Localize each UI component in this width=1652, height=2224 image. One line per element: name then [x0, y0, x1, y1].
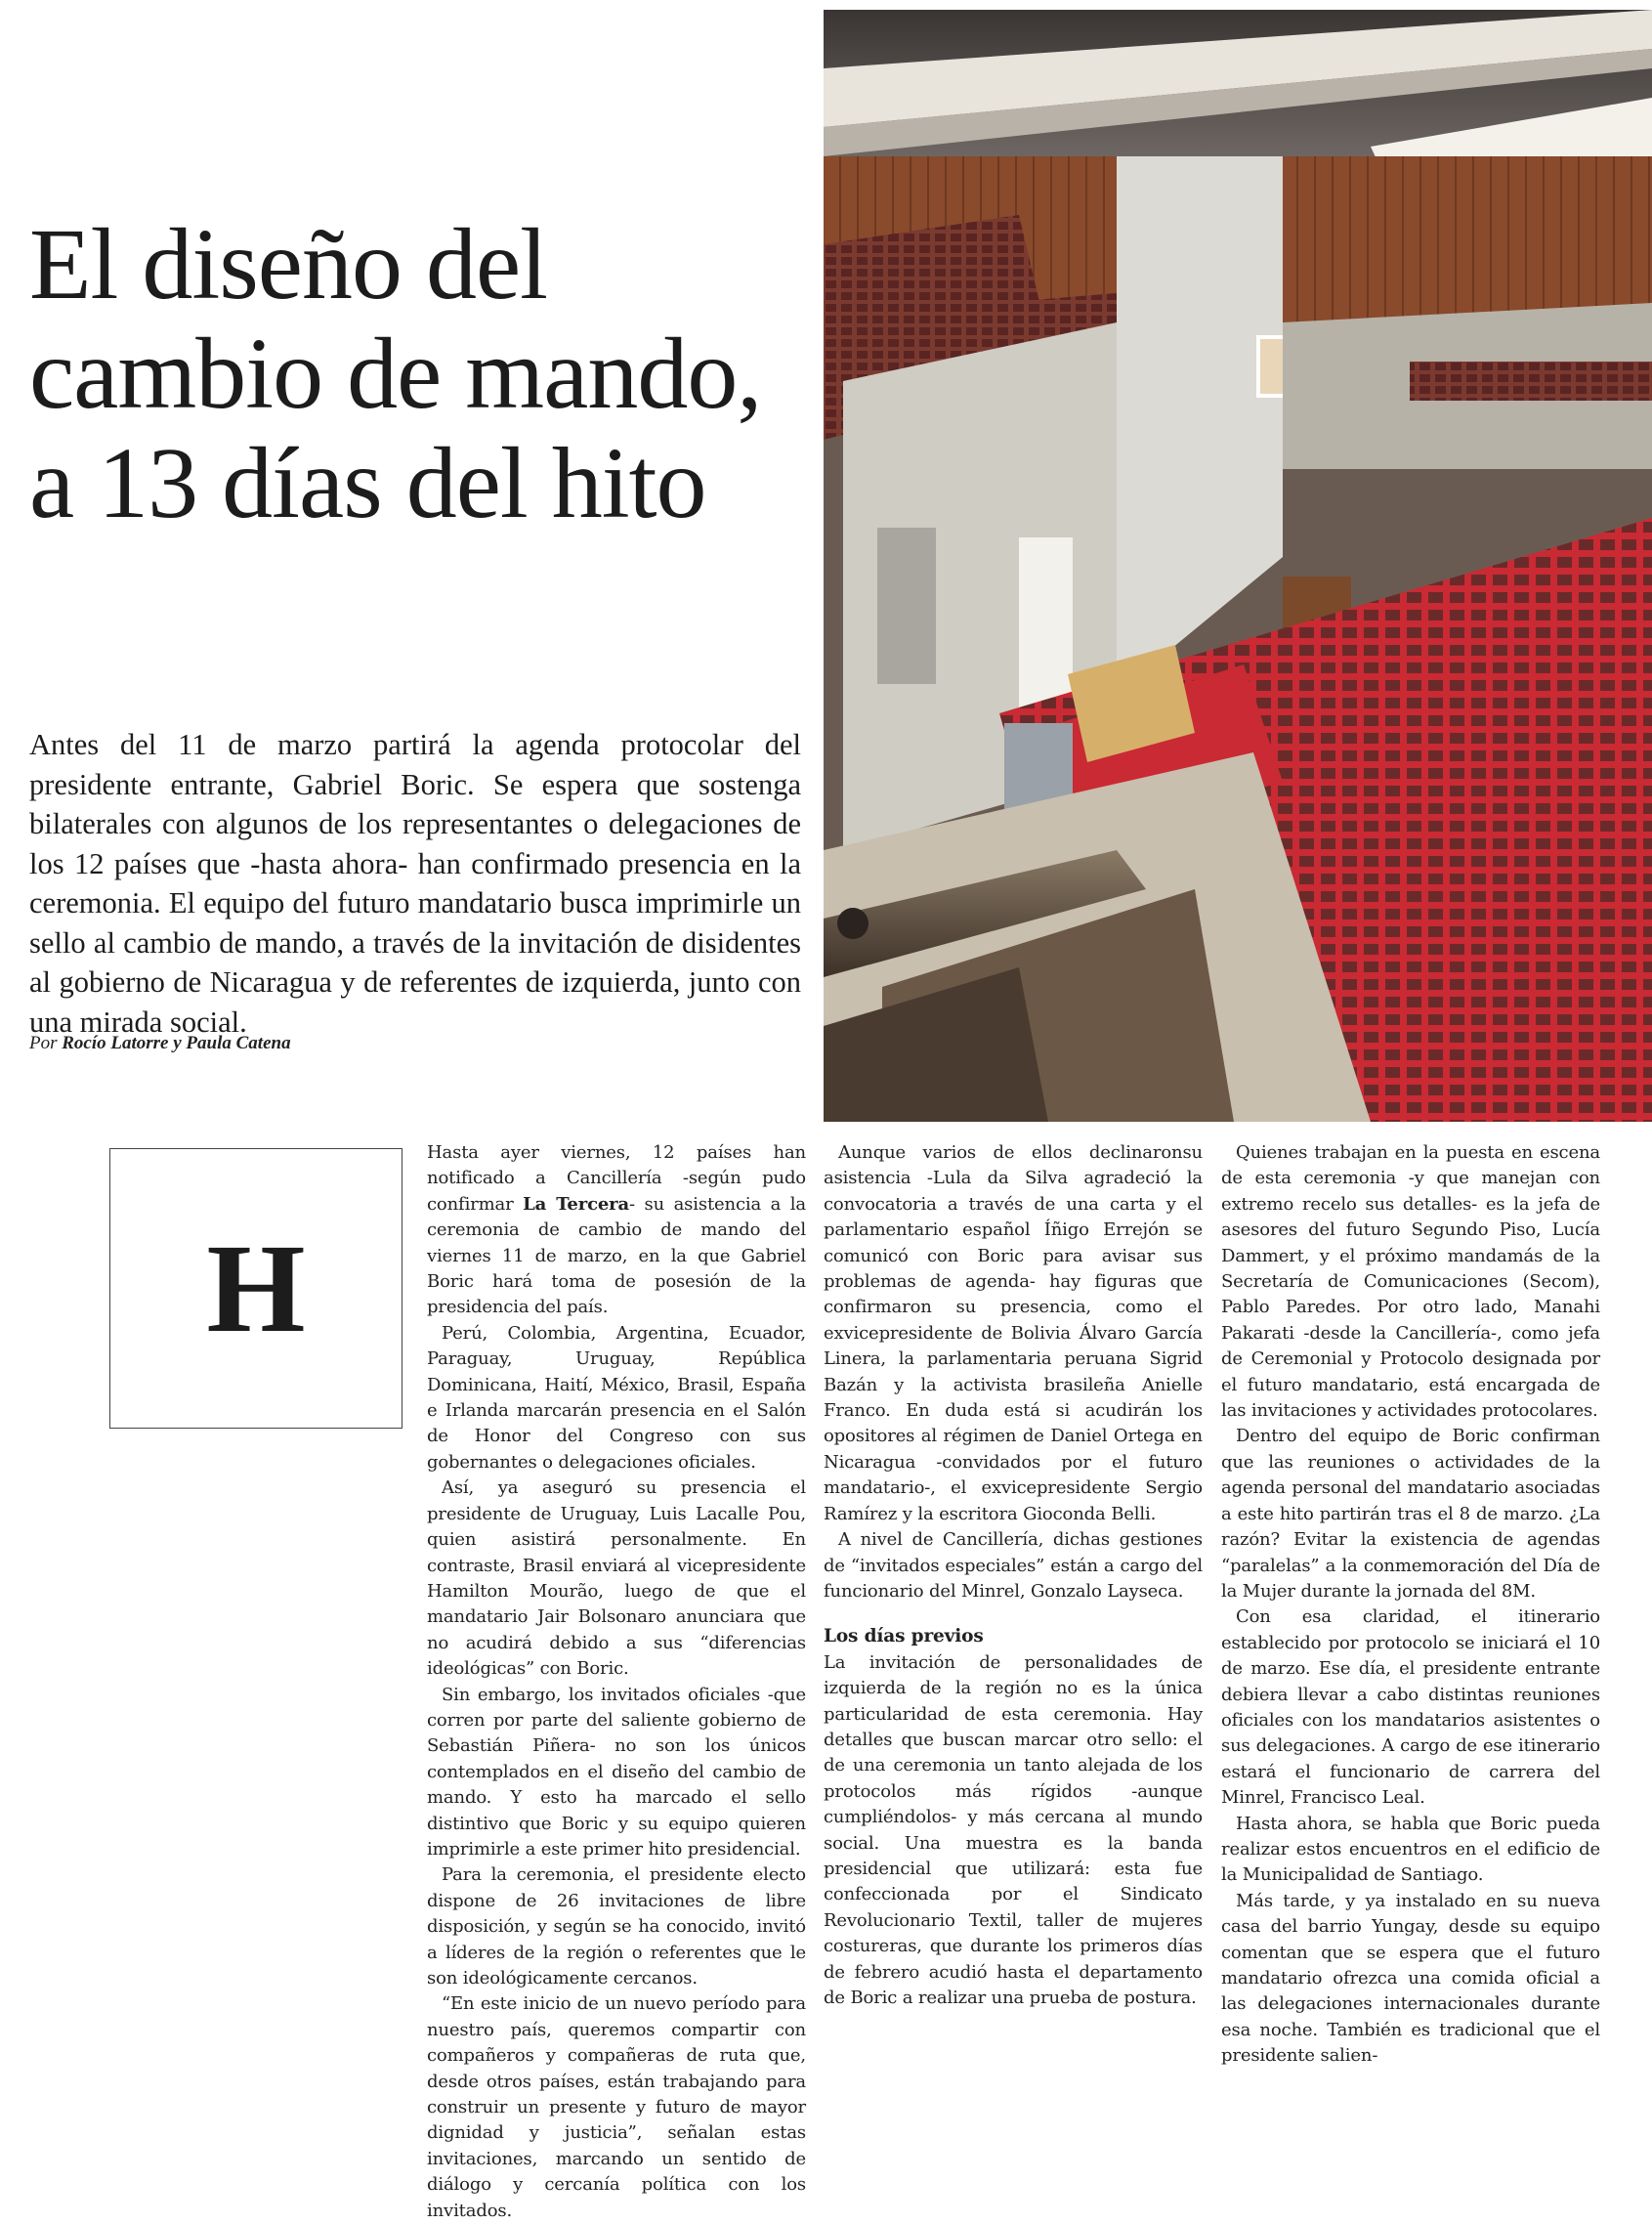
- body-paragraph: La invitación de personalidades de izquierda de la región no es la única particularidad de esta ceremonia. Hay detalles que buscan marcar otro sello: el de una ceremonia un tanto alejada de los protocolos más rígidos -aunque cumpliéndolos- y más cercana al mundo social. Una muestra es la banda presidencial que utilizará: esta fue confeccionada por el Sindicato Revolucionario Textil, taller de mujeres costureras, que durante los primeros días de febrero acudió hasta el departamento de Boric a realizar una prueba de postura.: [824, 1651, 1203, 2008]
- body-paragraph: A nivel de Cancillería, dichas gestiones de “invitados especiales” están a cargo del funcionario del Minrel, Gonzalo Layseca.: [824, 1529, 1203, 1602]
- body-column-2: [824, 1140, 1203, 2059]
- body-paragraph: Más tarde, y ya instalado en su nueva casa del barrio Yungay, desde su equipo comentan que se espera que el futuro mandatario ofrezca una comida oficial a las delegaciones internacionales durante esa noche. También es tradicional que el presidente salien-: [1221, 1890, 1600, 2067]
- dropcap-box: [109, 1148, 402, 1429]
- body-paragraph: Aunque varios de ellos declinaronsu asistencia -Lula da Silva agradeció la convocatoria a través de una carta y el parlamentario español Íñigo Errejón se comunicó con Boric para avisar sus problemas de agenda- hay figuras que confirmaron su presencia, como el exvicepresidente de Bolivia Álvaro García Linera, la parlamentaria peruana Sigrid Bazán y la activista brasileña Anielle Franco. En duda está si acudirán los opositores al régimen de Daniel Ortega en Nicaragua -convidados por el futuro mandatario-, el exvicepresidente Sergio Ramírez y la escritora Gioconda Belli.: [824, 1142, 1203, 1524]
- byline-authors: Rocío Latorre y Paula Catena: [62, 1033, 291, 1053]
- body-paragraph: Hasta ahora, se habla que Boric pueda realizar estos encuentros en el edificio de la Municipalidad de Santiago.: [1221, 1813, 1600, 1886]
- body-paragraph: Sin embargo, los invitados oficiales -que corren por parte del saliente gobierno de Sebastián Piñera- no son los únicos contemplados en el diseño del cambio de mando. Y esto ha marcado el sello distintivo que Boric y su equipo quieren imprimirle a este primer hito presidencial.: [427, 1684, 806, 1860]
- byline: [29, 1033, 291, 1054]
- body-paragraph: Dentro del equipo de Boric confirman que las reuniones o actividades de la agenda personal del mandatario asociadas a este hito partirán tras el 8 de marzo. ¿La razón? Evitar la existencia de agendas “paralelas” a la conmemoración del Día de la Mujer durante la jornada del 8M.: [1221, 1426, 1600, 1602]
- dropcap-letter: H: [206, 1218, 306, 1359]
- body-paragraph: “En este inicio de un nuevo período para nuestro país, queremos compartir con compañeros y compañeras de ruta que, desde otros países, están trabajando para construir un presente y futuro de mayor dignidad y justicia”, señalan estas invitaciones, marcando un sentido de diálogo y cercanía política con los invitados.: [427, 1993, 806, 2221]
- body-column-3: [1221, 1140, 1600, 2067]
- body-paragraph: [427, 1140, 806, 1321]
- chamber-photo: [824, 10, 1652, 1122]
- article-headline: El diseño del cambio de mando, a 13 días del hito: [29, 208, 762, 539]
- body-paragraph: Quienes trabajan en la puesta en escena de esta ceremonia -y que manejan con extremo recelo sus detalles- es la jefa de asesores del futuro Segundo Piso, Lucía Dammert, y el próximo mandamás de la Secretaría de Comunicaciones (Secom), Pablo Paredes. Por otro lado, Manahi Pakarati -desde la Cancillería-, como jefa de Ceremonial y Protocolo designada por el futuro mandatario, está encargada de las invitaciones y actividades protocolares.: [1221, 1142, 1600, 1422]
- body-paragraph: Perú, Colombia, Argentina, Ecuador, Paraguay, Uruguay, República Dominicana, Haití, México, Brasil, España e Irlanda marcarán presencia en el Salón de Honor del Congreso con sus gobernantes o delegaciones oficiales.: [427, 1322, 806, 1473]
- byline-prefix: Por: [29, 1033, 58, 1053]
- text-span: - su asistencia a la ceremonia de cambio de mando del viernes 11 de marzo, en la que Gabriel Boric hará toma de posesión de la presidencia del país.: [427, 1193, 806, 1318]
- newspaper-name: La Tercera: [523, 1193, 630, 1215]
- body-column-1: [427, 1140, 806, 2221]
- body-paragraph: Con esa claridad, el itinerario establecido por protocolo se iniciará el 10 de marzo. Ese día, el presidente entrante debiera llevar a cabo distintas reuniones oficiales con los mandatarios asistentes o sus delegaciones. A cargo de ese itinerario estará el funcionario de carrera del Minrel, Francisco Leal.: [1221, 1606, 1600, 1809]
- body-paragraph: Así, ya aseguró su presencia el presidente de Uruguay, Luis Lacalle Pou, quien asistirá personalmente. En contraste, Brasil enviará al vicepresidente Hamilton Mourão, luego de que el mandatario Jair Bolsonaro anunciara que no acudirá debido a sus “diferencias ideológicas” con Boric.: [427, 1477, 806, 1680]
- text-span: Hasta ayer viernes, 12 países han notificado a Cancillería -según pudo confirmar: [427, 1142, 806, 1215]
- article-lead: Antes del 11 de marzo partirá la agenda protocolar del presidente entrante, Gabriel Boric. Se espera que sostenga bilaterales con algunos de los representantes o delegaciones de los 12 países que -hasta ahora- han confirmado presencia en la ceremonia. El equipo del futuro mandatario busca imprimirle un sello al cambio de mando, a través de la invitación de disidentes al gobierno de Nicaragua y de referentes de izquierda, junto con una mirada social.: [29, 728, 801, 1039]
- body-paragraph: Para la ceremonia, el presidente electo dispone de 26 invitaciones de libre disposición, y según se ha conocido, invitó a líderes de la región o referentes que le son ideológicamente cercanos.: [427, 1864, 806, 1989]
- subheading: Los días previos: [824, 1626, 984, 1647]
